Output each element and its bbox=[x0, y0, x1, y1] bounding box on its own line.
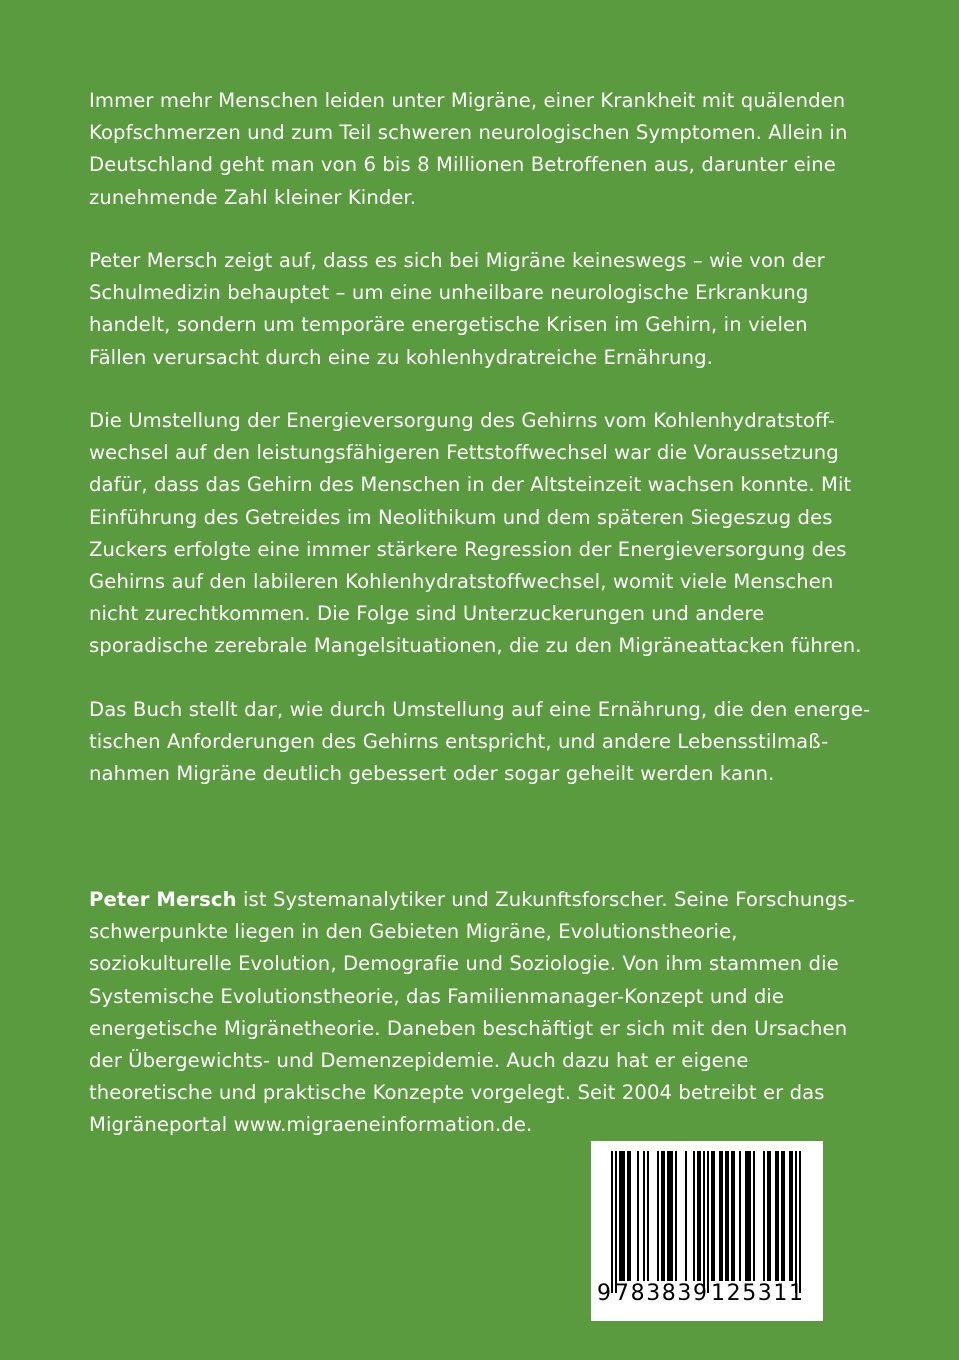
barcode-bar bbox=[747, 1151, 749, 1281]
text-line: Zuckers erfolgte eine immer stärkere Regression der Energieversorgung des bbox=[89, 537, 847, 561]
barcode-guard-bar bbox=[611, 1151, 613, 1293]
book-summary-paragraph bbox=[89, 694, 871, 791]
text-line: Das Buch stellt dar, wie durch Umstellung auf eine Ernährung, die den energe- bbox=[89, 698, 871, 721]
barcode-bar bbox=[763, 1151, 765, 1281]
barcode-digit-group: 783839 bbox=[615, 1281, 709, 1306]
barcode-bar bbox=[657, 1151, 659, 1281]
barcode-bar bbox=[661, 1151, 663, 1281]
barcode-bar bbox=[619, 1151, 621, 1281]
barcode-bar bbox=[675, 1151, 677, 1281]
barcode-bar bbox=[663, 1151, 665, 1281]
barcode-bar bbox=[733, 1151, 735, 1281]
barcode-digit-group: 9 bbox=[597, 1281, 611, 1306]
barcode-bar bbox=[623, 1151, 625, 1281]
text-line: Schulmedizin behauptet – um eine unheilbare neurologische Erkrankung bbox=[89, 281, 809, 305]
text-line: Migräneportal www.migraeneinformation.de. bbox=[89, 1113, 533, 1137]
barcode-bar bbox=[711, 1151, 713, 1281]
barcode-bar bbox=[777, 1151, 779, 1281]
barcode-bar bbox=[769, 1151, 771, 1281]
barcode-digit-group: 125311 bbox=[711, 1281, 805, 1306]
barcode-bar bbox=[667, 1151, 669, 1281]
text-line: soziokulturelle Evolution, Demografie und Soziologie. Von ihm stammen die bbox=[89, 952, 839, 976]
text-line: nicht zurechtkommen. Die Folge sind Unterzuckerungen und andere bbox=[89, 602, 765, 626]
text-line: theoretische und praktische Konzepte vorgelegt. Seit 2004 betreibt er das bbox=[89, 1081, 825, 1105]
barcode-bar bbox=[721, 1151, 723, 1281]
barcode-bar bbox=[719, 1151, 721, 1281]
barcode-bar bbox=[647, 1151, 649, 1281]
author-bio bbox=[89, 884, 855, 1142]
text-line: nahmen Migräne deutlich gebessert oder sogar geheilt werden kann. bbox=[89, 762, 775, 786]
barcode-guard-bar bbox=[795, 1151, 797, 1293]
author-bio-first-line: ist Systemanalytiker und Zukunftsforscher. Seine Forschungs- bbox=[236, 888, 855, 911]
barcode-bar bbox=[627, 1151, 629, 1281]
barcode-bar bbox=[789, 1151, 791, 1281]
barcode-bar bbox=[745, 1151, 747, 1281]
barcode-bar bbox=[643, 1151, 645, 1281]
text-line bbox=[89, 884, 855, 916]
text-line: sporadische zerebrale Mangelsituationen, die zu den Migräneattacken führen. bbox=[89, 634, 862, 658]
barcode-bar bbox=[749, 1151, 751, 1281]
barcode-bar bbox=[671, 1151, 673, 1281]
text-line: tischen Anforderungen des Gehirns entspricht, und andere Lebensstilmaß- bbox=[89, 730, 829, 754]
text-line: wechsel auf den leistungsfähigeren Fettstoffwechsel war die Voraussetzung bbox=[89, 441, 839, 465]
text-line: Die Umstellung der Energieversorgung des Gehirns vom Kohlenhydratstoff- bbox=[89, 409, 836, 432]
text-line: Fällen verursacht durch eine zu kohlenhydratreiche Ernährung. bbox=[89, 345, 713, 369]
author-name: Peter Mersch bbox=[89, 888, 237, 911]
text-line: energetische Migränetheorie. Daneben beschäftigt er sich mit den Ursachen bbox=[89, 1016, 848, 1040]
barcode-bar bbox=[791, 1151, 793, 1281]
barcode-bar bbox=[781, 1151, 783, 1281]
intro-paragraph bbox=[89, 85, 849, 214]
text-line: Immer mehr Menschen leiden unter Migräne, einer Krankheit mit quälenden bbox=[89, 89, 846, 112]
text-line: Kopfschmerzen und zum Teil schweren neurologischen Symptomen. Allein in bbox=[89, 121, 848, 145]
text-line: Deutschland geht man von 6 bis 8 Millionen Betroffenen aus, darunter eine bbox=[89, 153, 836, 177]
barcode-bar bbox=[727, 1151, 729, 1281]
barcode-bar bbox=[693, 1151, 695, 1281]
barcode-guard-bar bbox=[707, 1151, 709, 1293]
barcode-bar bbox=[637, 1151, 639, 1281]
barcode-bar bbox=[685, 1151, 687, 1281]
barcode-bar bbox=[697, 1151, 699, 1281]
text-line: der Übergewichts- und Demenzepidemie. Auch dazu hat er eigene bbox=[89, 1049, 749, 1073]
text-line: Systemische Evolutionstheorie, das Familienmanager-Konzept und die bbox=[89, 984, 785, 1008]
text-line: Einführung des Getreides im Neolithikum und dem späteren Siegeszug des bbox=[89, 505, 833, 529]
barcode-guard-bar bbox=[615, 1151, 617, 1293]
barcode-guard-bar bbox=[799, 1151, 801, 1293]
barcode-bar bbox=[669, 1151, 671, 1281]
text-line: dafür, dass das Gehirn des Menschen in der Altsteinzeit wachsen konnte. Mit bbox=[89, 473, 852, 497]
text-line: zunehmende Zahl kleiner Kinder. bbox=[89, 185, 417, 209]
text-line: Peter Mersch zeigt auf, dass es sich bei Migräne keineswegs – wie von der bbox=[89, 249, 825, 272]
thesis-paragraph bbox=[89, 245, 849, 374]
barcode-guard-bar bbox=[703, 1151, 705, 1293]
isbn-barcode bbox=[591, 1141, 823, 1321]
barcode-bar bbox=[783, 1151, 785, 1281]
barcode-bar bbox=[753, 1151, 755, 1281]
barcode-bar bbox=[725, 1151, 727, 1281]
barcode-bar bbox=[731, 1151, 733, 1281]
barcode-bar bbox=[713, 1151, 715, 1281]
text-line: handelt, sondern um temporäre energetische Krisen im Gehirn, in vielen bbox=[89, 313, 808, 337]
barcode-bar bbox=[699, 1151, 701, 1281]
barcode-bar bbox=[621, 1151, 623, 1281]
history-paragraph bbox=[89, 405, 862, 663]
barcode-bar bbox=[739, 1151, 741, 1281]
text-line: Gehirns auf den labileren Kohlenhydratstoffwechsel, womit viele Menschen bbox=[89, 570, 834, 594]
text-line: schwerpunkte liegen in den Gebieten Migräne, Evolutionstheorie, bbox=[89, 920, 738, 944]
barcode-bar bbox=[775, 1151, 777, 1281]
barcode-bar bbox=[767, 1151, 769, 1281]
barcode-bar bbox=[629, 1151, 631, 1281]
